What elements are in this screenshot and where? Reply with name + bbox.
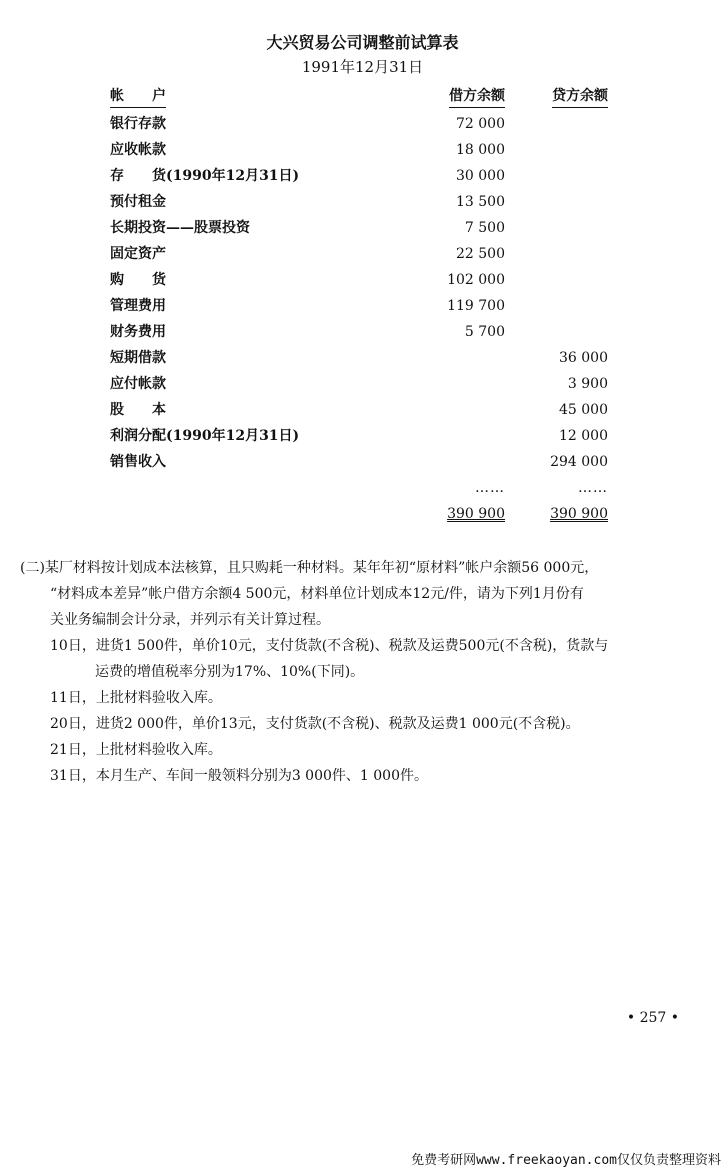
page-title: 大兴贸易公司调整前试算表 <box>266 33 459 52</box>
problem-item-3: 20日，进货2 000件，单价13元，支付货款(不含税)、税款及运费1 000元(不含税)。 <box>50 716 580 732</box>
row-debit: 7 500 <box>464 220 505 236</box>
total-row <box>110 501 610 527</box>
table-row <box>110 189 610 215</box>
row-credit: 12 000 <box>559 428 608 444</box>
table-body <box>110 111 610 475</box>
problem-item-4: 21日，上批材料验收入库。 <box>50 742 222 758</box>
row-debit: 119 700 <box>447 298 505 314</box>
page-number: • 257 • <box>626 1010 679 1026</box>
table-row <box>110 267 610 293</box>
table-row <box>110 163 610 189</box>
table-row <box>110 293 610 319</box>
table-row <box>110 319 610 345</box>
row-account: 财务费用 <box>110 324 166 340</box>
table-row <box>110 397 610 423</box>
row-account: 存 货(1990年12月31日) <box>110 168 300 184</box>
row-account: 股 本 <box>110 402 166 418</box>
header-credit: 贷方余额 <box>552 85 608 108</box>
row-debit: 30 000 <box>456 168 505 184</box>
row-account: 银行存款 <box>110 116 166 132</box>
table-row <box>110 215 610 241</box>
ellipsis-debit: …… <box>475 480 505 496</box>
row-account: 应收帐款 <box>110 142 166 158</box>
ellipsis-credit: …… <box>578 480 608 496</box>
row-account: 应付帐款 <box>110 376 166 392</box>
row-debit: 18 000 <box>456 142 505 158</box>
row-account: 短期借款 <box>110 350 166 366</box>
problem-item-2: 11日，上批材料验收入库。 <box>50 690 222 706</box>
statement-date: 1991年12月31日 <box>301 58 424 76</box>
watermark: 免费考研网www.freekaoyan.com仅仅负责整理资料 <box>411 1153 721 1168</box>
row-credit: 45 000 <box>559 402 608 418</box>
problem-intro-2: “材料成本差异”帐户借方余额4 500元，材料单位计划成本12元/件，请为下列1月份有 <box>50 586 584 602</box>
problem-intro-1: (二)某厂材料按计划成本法核算，且只购耗一种材料。某年年初“原材料”帐户余额56 000元， <box>20 560 599 576</box>
row-debit: 5 700 <box>464 324 505 340</box>
problem-item-1-cont: 运费的增值税率分别为17%、10%(下同)。 <box>95 664 365 680</box>
row-debit: 22 500 <box>456 246 505 262</box>
table-row <box>110 111 610 137</box>
row-account: 销售收入 <box>110 454 166 470</box>
trial-balance-table <box>110 85 610 527</box>
table-row <box>110 423 610 449</box>
row-debit: 102 000 <box>447 272 505 288</box>
header-account: 帐 户 <box>110 85 166 108</box>
row-account: 长期投资——股票投资 <box>110 220 250 236</box>
total-debit: 390 900 <box>447 506 505 522</box>
table-row <box>110 345 610 371</box>
problem-item-1: 10日，进货1 500件，单价10元，支付货款(不含税)、税款及运费500元(不含税)，货款与 <box>50 638 609 654</box>
row-account: 管理费用 <box>110 298 166 314</box>
problem-item-5: 31日，本月生产、车间一般领料分别为3 000件、1 000件。 <box>50 768 428 784</box>
row-credit: 294 000 <box>550 454 608 470</box>
table-row <box>110 241 610 267</box>
header-debit: 借方余额 <box>449 85 505 108</box>
problem-section <box>20 555 710 789</box>
table-row <box>110 449 610 475</box>
table-header <box>110 85 610 111</box>
row-account: 固定资产 <box>110 246 166 262</box>
problem-intro-3: 关业务编制会计分录，并列示有关计算过程。 <box>50 612 330 628</box>
row-debit: 13 500 <box>456 194 505 210</box>
row-credit: 3 900 <box>567 376 608 392</box>
ellipsis-row <box>110 475 610 501</box>
total-credit: 390 900 <box>550 506 608 522</box>
row-debit: 72 000 <box>456 116 505 132</box>
row-account: 利润分配(1990年12月31日) <box>110 428 300 444</box>
table-row <box>110 371 610 397</box>
row-credit: 36 000 <box>559 350 608 366</box>
row-account: 购 货 <box>110 272 166 288</box>
row-account: 预付租金 <box>110 194 166 210</box>
table-row <box>110 137 610 163</box>
